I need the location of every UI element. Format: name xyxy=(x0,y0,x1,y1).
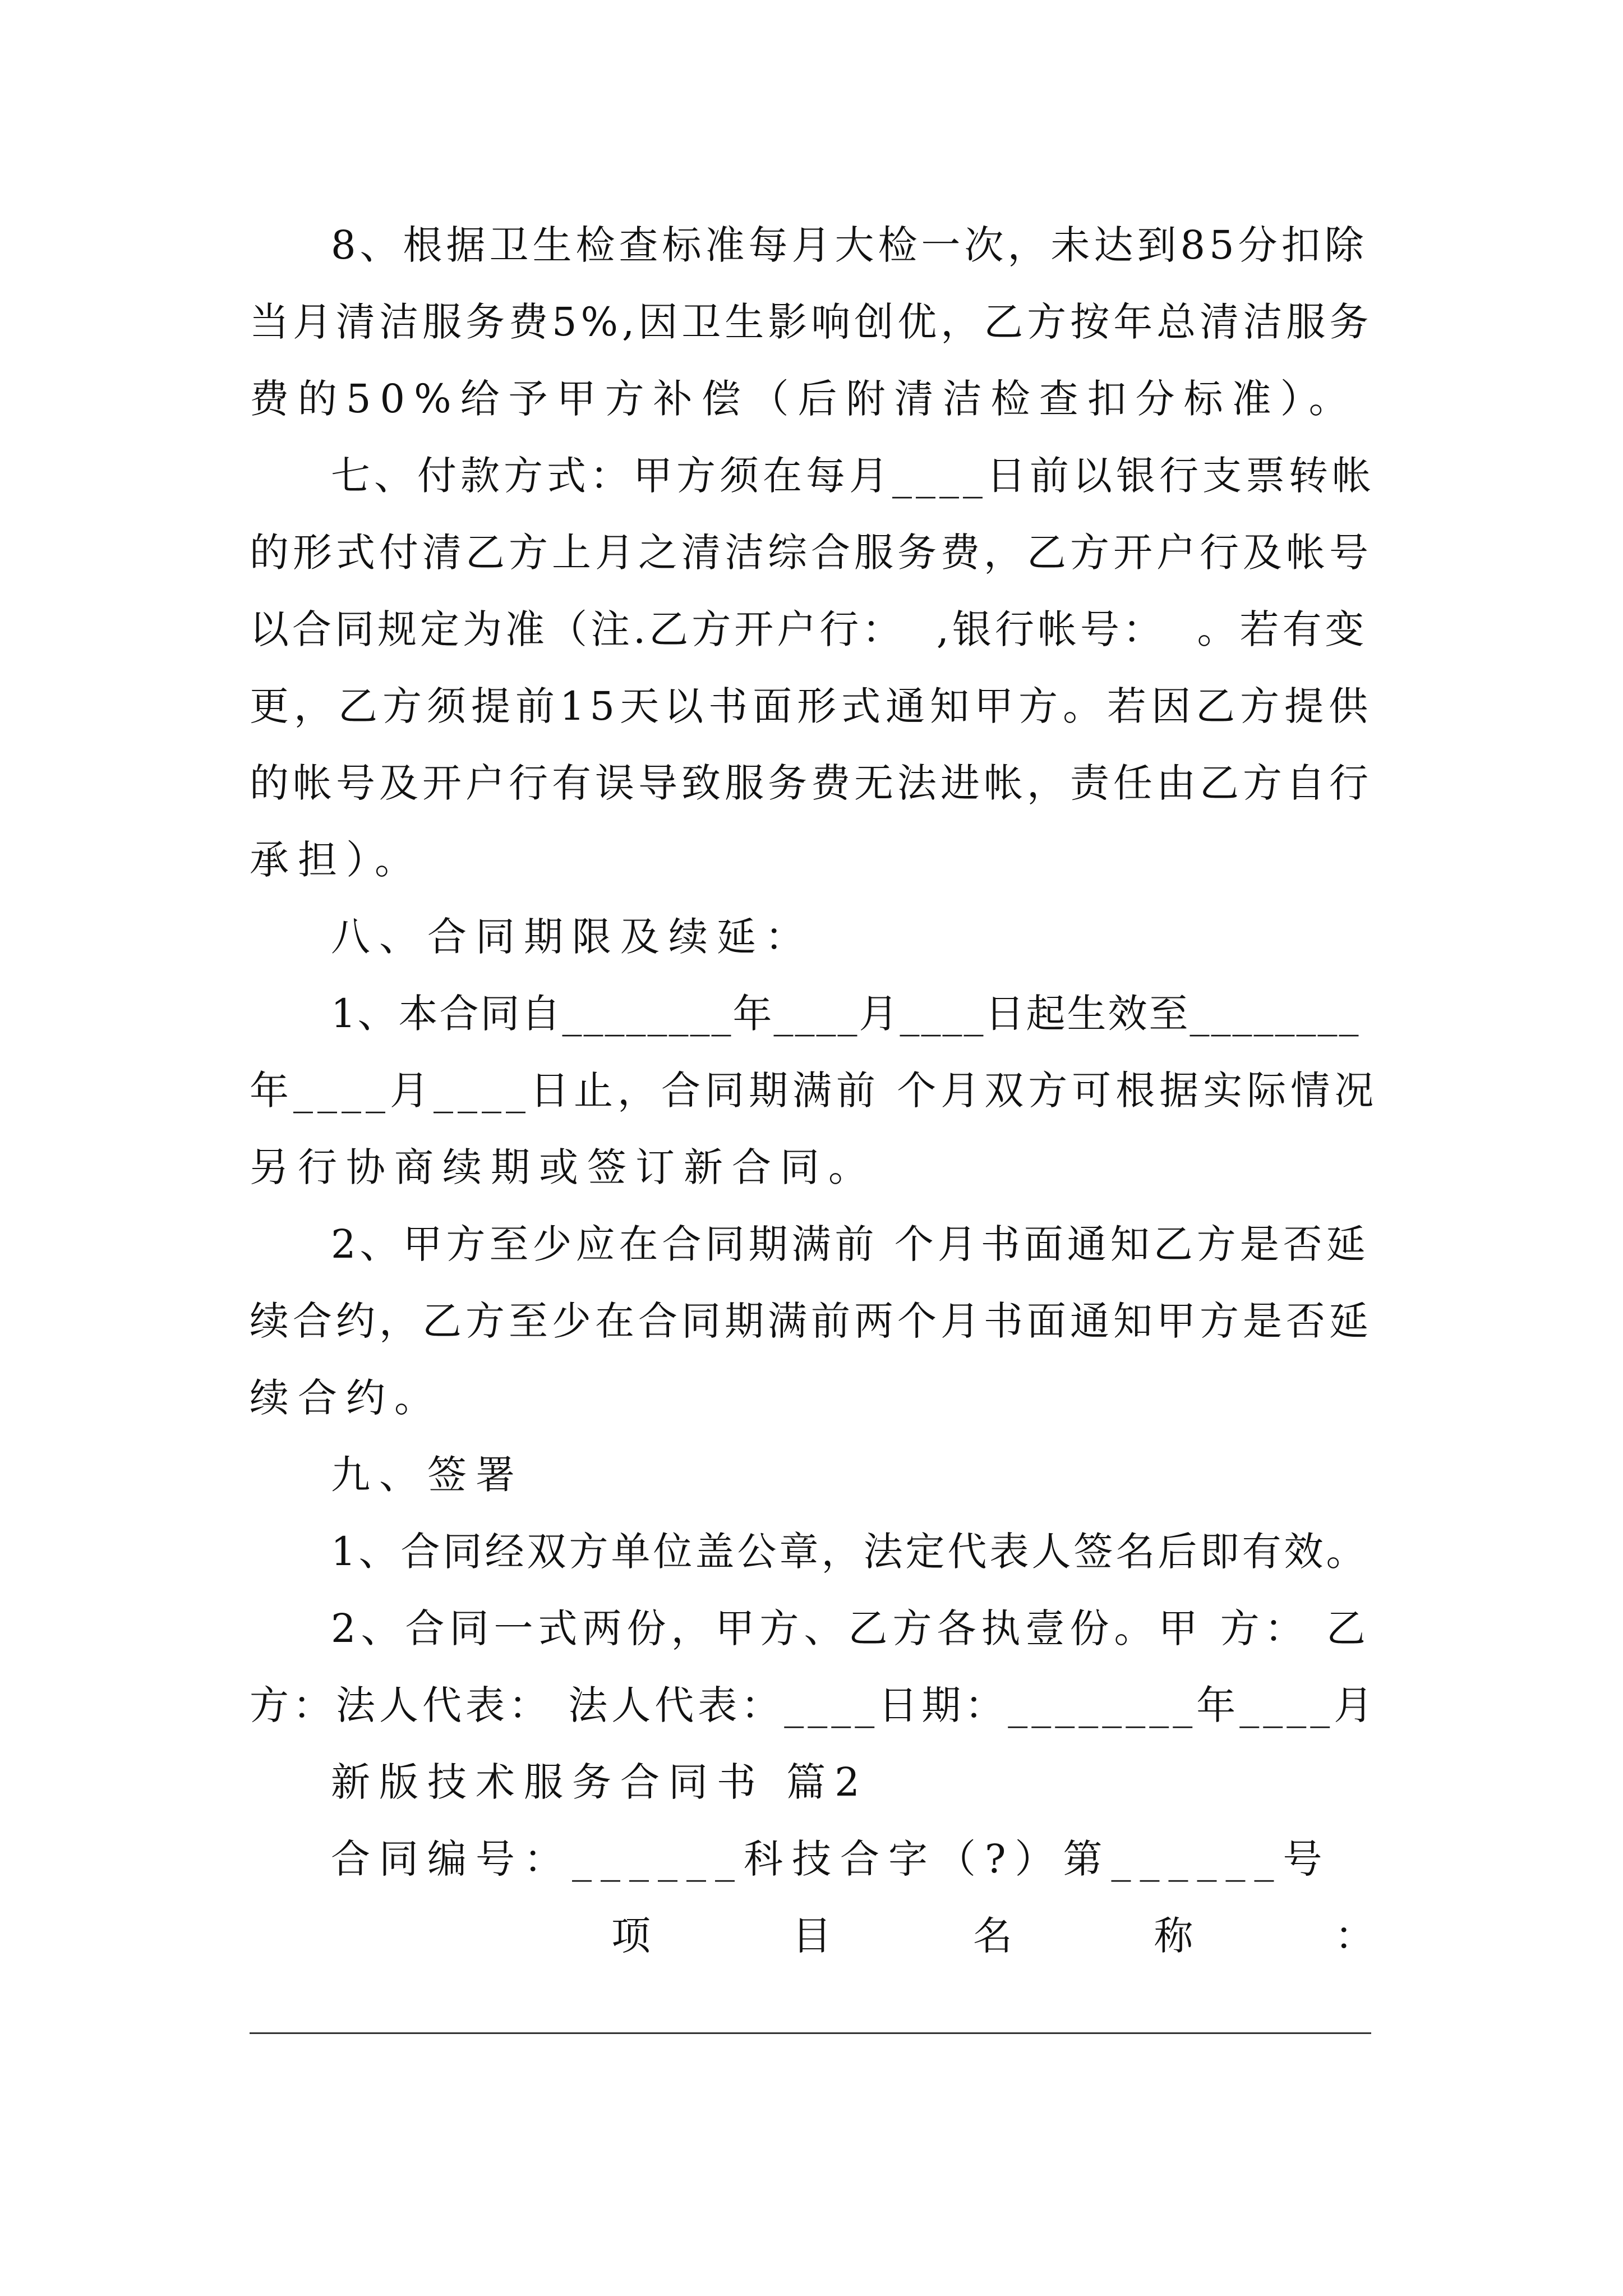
section-heading: 八、合同期限及续延： xyxy=(331,914,813,960)
project-name-label xyxy=(611,1913,1374,1959)
contract-number: 合同编号：______科技合字（?）第______号 xyxy=(331,1836,1331,1882)
text-line: 2、甲方至少应在合同期满前 个月书面通知乙方是否延 xyxy=(331,1221,1370,1267)
text-line: 以合同规定为准（注.乙方开户行： ,银行帐号： 。若有变 xyxy=(250,606,1368,652)
project-name-char: ： xyxy=(1335,1913,1374,1959)
text-line: 8、根据卫生检查标准每月大检一次，未达到85分扣除 xyxy=(331,222,1368,268)
text-line: 1、本合同自________年____月____日起生效至________ xyxy=(331,991,1361,1037)
text-line: 2、合同一式两份，甲方、乙方各执壹份。甲 方： 乙 xyxy=(331,1605,1371,1651)
underline-rule xyxy=(250,2032,1371,2034)
text-line: 承担）。 xyxy=(250,837,423,883)
text-line: 方：法人代表： 法人代表：____日期：________年____月 xyxy=(250,1682,1377,1728)
text-line: 更，乙方须提前15天以书面形式通知甲方。若因乙方提供 xyxy=(250,683,1373,729)
text-line: 的帐号及开户行有误导致服务费无法进帐，责任由乙方自行 xyxy=(250,760,1372,806)
text-line: 续合约，乙方至少在合同期满前两个月书面通知甲方是否延 xyxy=(250,1298,1372,1344)
project-name-char: 目 xyxy=(792,1913,832,1959)
text-line: 另行协商续期或签订新合同。 xyxy=(250,1144,877,1190)
document-title: 新版技术服务合同书 篇2 xyxy=(331,1759,869,1805)
text-line: 的形式付清乙方上月之清洁综合服务费，乙方开户行及帐号 xyxy=(250,530,1372,576)
text-line: 年____月____日止，合同期满前 个月双方可根据实际情况 xyxy=(250,1068,1378,1114)
text-line: 续合约。 xyxy=(250,1375,442,1421)
text-line: 费的50%给予甲方补偿（后附清洁检查扣分标准）。 xyxy=(250,376,1357,422)
project-name-char: 称 xyxy=(1154,1913,1193,1959)
project-name-char: 名 xyxy=(973,1913,1012,1959)
text-line: 七、付款方式：甲方须在每月____日前以银行支票转帐 xyxy=(331,453,1375,499)
project-name-char: 项 xyxy=(611,1913,651,1959)
text-line: 当月清洁服务费5%,因卫生影响创优，乙方按年总清洁服务 xyxy=(250,299,1373,345)
text-line: 1、合同经双方单位盖公章，法定代表人签名后即有效。 xyxy=(331,1529,1368,1575)
section-heading: 九、签署 xyxy=(331,1452,524,1498)
